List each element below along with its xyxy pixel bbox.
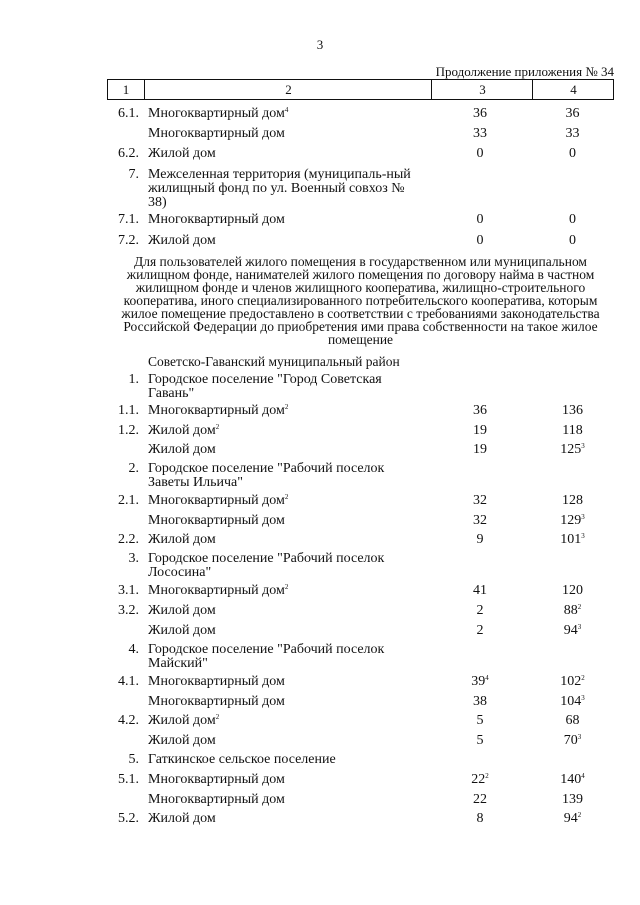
row-value-col3-text: 39 <box>471 674 486 689</box>
row-name-text: Многоквартирный дом <box>148 694 285 709</box>
row-value-col4-text: 94 <box>563 623 578 638</box>
row-value-col4 <box>535 675 610 689</box>
row-value-col3 <box>430 514 530 528</box>
row-value-col3 <box>430 695 530 709</box>
row-name-text: Многоквартирный дом <box>148 583 285 598</box>
header-col-1: 1 <box>122 82 130 97</box>
row-value-col4-text: 139 <box>562 792 583 807</box>
row-number-text: 5.2. <box>118 811 139 826</box>
row-value-col3 <box>430 404 530 418</box>
row-name <box>148 643 418 671</box>
row-value-col4-text: 33 <box>565 126 580 141</box>
footnote-mark: 2 <box>485 772 489 780</box>
row-number-text: 3. <box>128 551 139 566</box>
row-value-col3-text: 36 <box>473 106 487 121</box>
row-value-col4 <box>535 773 610 787</box>
row-number <box>105 404 139 418</box>
footnote-mark: 2 <box>284 493 289 501</box>
row-name <box>148 494 418 508</box>
row-value-col3-text: 22 <box>473 792 487 807</box>
row-number <box>105 584 139 598</box>
row-name <box>148 552 418 580</box>
row-value-col4 <box>535 584 610 598</box>
row-number <box>105 604 139 618</box>
row-name-text: Жилой дом <box>148 423 216 438</box>
row-number-text: 7. <box>128 167 139 182</box>
row-number <box>105 552 139 566</box>
row-number-text: 2.1. <box>118 493 139 508</box>
row-value-col3-text: 0 <box>476 146 484 161</box>
row-value-col3 <box>430 127 530 141</box>
row-name-text: Жилой дом <box>148 233 216 248</box>
row-number <box>105 107 139 121</box>
row-value-col3-text: 2 <box>476 623 484 638</box>
header-col-3: 3 <box>431 80 533 99</box>
row-value-col4-text: 94 <box>563 811 578 826</box>
row-name-text: Многоквартирный дом <box>148 792 285 807</box>
row-number <box>105 773 139 787</box>
row-value-col4 <box>535 443 610 457</box>
row-name <box>148 462 418 490</box>
row-name-text: Многоквартирный дом <box>148 772 285 787</box>
row-name-text: Городское поселение "Рабочий поселок Заветы Ильича" <box>148 461 385 490</box>
row-name <box>148 424 418 438</box>
row-name <box>148 773 418 787</box>
row-value-col4 <box>535 714 610 728</box>
row-value-col3-text: 41 <box>473 583 487 598</box>
row-name-text: Жилой дом <box>148 603 216 618</box>
row-number <box>105 147 139 161</box>
row-number <box>105 373 139 387</box>
row-name-text: Жилой дом <box>148 532 216 547</box>
footnote-mark: 3 <box>577 623 582 631</box>
row-name-text: Жилой дом <box>148 442 216 457</box>
row-value-col4 <box>535 604 610 618</box>
row-value-col3-text: 8 <box>476 811 484 826</box>
row-number-text: 5.1. <box>118 772 139 787</box>
footnote-mark: 3 <box>581 532 585 540</box>
row-number <box>105 753 139 767</box>
row-value-col3 <box>430 714 530 728</box>
row-name <box>148 584 418 598</box>
row-value-col4 <box>535 424 610 438</box>
row-name <box>148 107 418 121</box>
row-value-col4 <box>535 793 610 807</box>
row-number <box>105 643 139 657</box>
row-number-text: 2.2. <box>118 532 139 547</box>
row-value-col3 <box>430 424 530 438</box>
row-value-col4 <box>535 514 610 528</box>
footnote-mark: 2 <box>577 603 582 611</box>
row-value-col3 <box>430 793 530 807</box>
row-value-col4-text: 136 <box>562 403 583 418</box>
row-value-col4-text: 140 <box>560 772 582 787</box>
row-value-col4 <box>535 494 610 508</box>
row-number-text: 5. <box>128 752 139 767</box>
row-value-col4-text: 120 <box>562 583 583 598</box>
row-value-col3 <box>430 533 530 547</box>
row-value-col3-text: 0 <box>476 233 484 248</box>
row-value-col4 <box>535 127 610 141</box>
row-name <box>148 234 418 248</box>
table-header <box>107 79 614 100</box>
footnote-mark: 3 <box>581 442 585 450</box>
row-name-text: Жилой дом <box>148 733 216 748</box>
row-value-col3 <box>430 494 530 508</box>
row-number <box>105 462 139 476</box>
row-value-col3 <box>430 734 530 748</box>
row-name <box>148 127 418 141</box>
row-name <box>148 714 418 728</box>
footnote-mark: 4 <box>581 772 585 780</box>
row-name-text: Городское поселение "Город Советская Гавань" <box>148 372 382 401</box>
row-number <box>105 714 139 728</box>
row-value-col4 <box>535 812 610 826</box>
row-name <box>148 514 418 528</box>
row-number-text: 4. <box>128 642 139 657</box>
row-value-col3 <box>430 443 530 457</box>
row-value-col4-text: 68 <box>565 713 580 728</box>
row-number <box>105 675 139 689</box>
row-value-col4-text: 102 <box>560 674 582 689</box>
footnote-mark: 2 <box>215 423 220 431</box>
row-name-text: Жилой дом <box>148 146 216 161</box>
row-value-col4 <box>535 734 610 748</box>
row-name <box>148 695 418 709</box>
header-col-4: 4 <box>532 80 614 99</box>
row-value-col3-text: 5 <box>476 713 484 728</box>
row-name <box>148 675 418 689</box>
row-value-col4 <box>535 213 610 227</box>
row-value-col4 <box>535 533 610 547</box>
row-name <box>148 793 418 807</box>
row-number-text: 6.2. <box>118 146 139 161</box>
row-value-col3-text: 9 <box>476 532 484 547</box>
row-value-col4-text: 88 <box>563 603 578 618</box>
row-value-col4-text: 0 <box>569 233 576 248</box>
row-number-text: 3.2. <box>118 603 139 618</box>
row-name <box>148 533 418 547</box>
row-name <box>148 443 418 457</box>
row-number-text: 4.1. <box>118 674 139 689</box>
row-value-col3-text: 33 <box>473 126 487 141</box>
row-value-col3-text: 22 <box>471 772 486 787</box>
footnote-mark: 4 <box>284 106 289 114</box>
footnote-mark: 2 <box>284 403 289 411</box>
row-value-col4-text: 70 <box>563 733 578 748</box>
footnote-mark: 3 <box>581 513 585 521</box>
row-name-text: Гаткинское сельское поселение <box>148 752 336 767</box>
row-name <box>148 404 418 418</box>
row-number <box>105 213 139 227</box>
row-value-col3-text: 32 <box>473 493 487 508</box>
footnote-mark: 2 <box>577 811 582 819</box>
row-value-col3 <box>430 107 530 121</box>
footnote-mark: 4 <box>485 674 489 682</box>
row-value-col3 <box>430 773 530 787</box>
row-name <box>148 168 418 210</box>
row-name <box>148 213 418 227</box>
row-number <box>105 494 139 508</box>
row-value-col4-text: 0 <box>569 212 576 227</box>
row-name <box>148 753 418 767</box>
row-name-text: Жилой дом <box>148 713 216 728</box>
row-number-text: 2. <box>128 461 139 476</box>
row-value-col3 <box>430 812 530 826</box>
row-value-col4-text: 104 <box>560 694 582 709</box>
row-name <box>148 373 418 401</box>
row-value-col3-text: 38 <box>473 694 487 709</box>
row-number-text: 1.2. <box>118 423 139 438</box>
row-number-text: 7.1. <box>118 212 139 227</box>
row-value-col4-text: 125 <box>560 442 582 457</box>
row-value-col3 <box>430 213 530 227</box>
row-value-col4 <box>535 107 610 121</box>
row-value-col3 <box>430 234 530 248</box>
row-name <box>148 812 418 826</box>
row-number <box>105 812 139 826</box>
row-name-text: Городское поселение "Рабочий поселок Майский" <box>148 642 385 671</box>
row-name-text: Многоквартирный дом <box>148 403 285 418</box>
row-value-col4-text: 129 <box>560 513 582 528</box>
row-value-col3-text: 5 <box>476 733 484 748</box>
footnote-mark: 2 <box>581 674 585 682</box>
row-value-col4-text: 118 <box>562 423 583 438</box>
row-value-col4-text: 36 <box>565 106 580 121</box>
row-name-text: Жилой дом <box>148 811 216 826</box>
district-heading: Советско-Гаванский муниципальный район <box>148 354 400 369</box>
row-name-text: Многоквартирный дом <box>148 674 285 689</box>
header-col-2: 2 <box>144 80 432 99</box>
row-value-col4-text: 101 <box>560 532 582 547</box>
row-value-col3 <box>430 624 530 638</box>
row-number-text: 7.2. <box>118 233 139 248</box>
row-value-col3-text: 0 <box>476 212 484 227</box>
row-name <box>148 624 418 638</box>
row-name <box>148 734 418 748</box>
row-name-text: Жилой дом <box>148 623 216 638</box>
section-paragraph: Для пользователей жилого помещения в государственном или муниципальном жилищном фонде, нанимателей жилого помещения по договору найма в частном жилищном фонде и членов жилищного кооператива, жилищно-строительного кооператива, иного специализированного потребительского кооператива, которым жилое помещение предоставлено в соответствии с требованиями законодательства Российской Федерации до приобретения ими права собственности на такое жилое помещение <box>121 254 600 347</box>
row-name-text: Многоквартирный дом <box>148 212 285 227</box>
row-name-text: Городское поселение "Рабочий поселок Лососина" <box>148 551 385 580</box>
row-value-col4 <box>535 624 610 638</box>
row-value-col3 <box>430 604 530 618</box>
row-name-text: Межселенная территория (муниципаль-ный жилищный фонд по ул. Военный совхоз № 38) <box>148 167 411 210</box>
row-value-col4 <box>535 695 610 709</box>
row-name-text: Многоквартирный дом <box>148 126 285 141</box>
row-name-text: Многоквартирный дом <box>148 493 285 508</box>
page-number: 3 <box>316 37 324 52</box>
row-value-col3-text: 2 <box>476 603 484 618</box>
row-value-col4 <box>535 234 610 248</box>
row-number <box>105 234 139 248</box>
footnote-mark: 3 <box>581 694 585 702</box>
row-number-text: 4.2. <box>118 713 139 728</box>
row-name <box>148 604 418 618</box>
row-value-col3-text: 19 <box>473 442 487 457</box>
row-number-text: 1.1. <box>118 403 139 418</box>
row-name-text: Многоквартирный дом <box>148 106 285 121</box>
row-name <box>148 147 418 161</box>
row-value-col4-text: 128 <box>562 493 583 508</box>
row-value-col3 <box>430 147 530 161</box>
row-value-col4 <box>535 404 610 418</box>
row-value-col3 <box>430 584 530 598</box>
row-number <box>105 424 139 438</box>
continuation-note: Продолжение приложения № 34 <box>435 64 614 79</box>
row-number-text: 1. <box>128 372 139 387</box>
row-value-col4-text: 0 <box>569 146 576 161</box>
row-number-text: 6.1. <box>118 106 139 121</box>
row-number <box>105 168 139 182</box>
row-value-col3-text: 32 <box>473 513 487 528</box>
row-value-col3 <box>430 675 530 689</box>
row-value-col3-text: 19 <box>473 423 487 438</box>
footnote-mark: 2 <box>215 713 220 721</box>
row-number-text: 3.1. <box>118 583 139 598</box>
row-value-col3-text: 36 <box>473 403 487 418</box>
row-value-col4 <box>535 147 610 161</box>
footnote-mark: 2 <box>284 583 289 591</box>
footnote-mark: 3 <box>577 733 582 741</box>
row-name-text: Многоквартирный дом <box>148 513 285 528</box>
row-number <box>105 533 139 547</box>
